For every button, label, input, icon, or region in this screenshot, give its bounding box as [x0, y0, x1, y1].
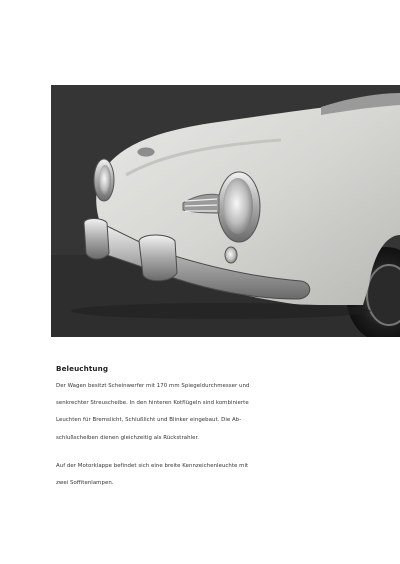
paragraph-line: senkrechter Streuscheibe. In den hinteren Kotflügeln sind kombinierte: [56, 400, 249, 407]
paragraph-headlamps: [56, 378, 266, 447]
car-illustration: [51, 85, 400, 337]
paragraph-line: Der Wagen besitzt Scheinwerfer mit 170 mm Spiegeldurchmesser und: [56, 383, 250, 389]
paragraph-line: Auf der Motorklappe befindet sich eine breite Kennzeichenleuchte mit: [56, 463, 249, 469]
paragraph-line: Leuchten für Bremslicht, Schlußlicht und Blinker eingebaut. Die Ab-: [56, 417, 242, 424]
section-heading: Beleuchtung: [56, 364, 109, 373]
paragraph-line: zwei Soffitenlampen.: [56, 480, 114, 487]
car-front-photo: [51, 85, 400, 337]
paragraph-line: schlußscheiben dienen gleichzeitig als Rückstrahler.: [56, 434, 200, 441]
paragraph-plate-light: [56, 458, 266, 492]
